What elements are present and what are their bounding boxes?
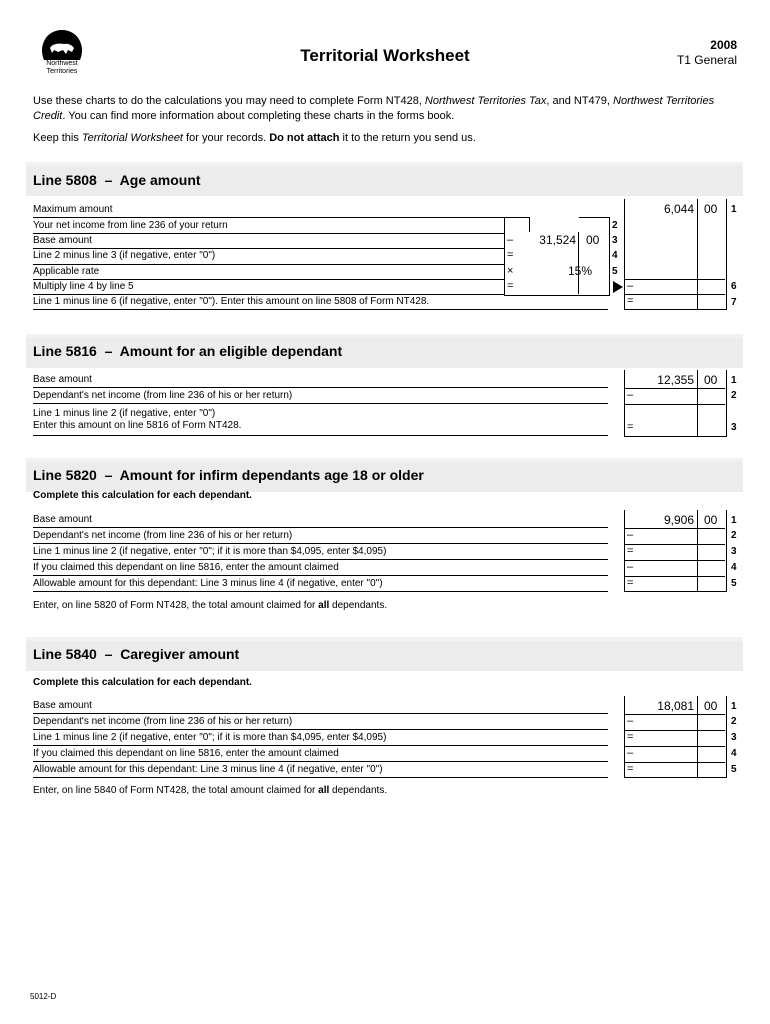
applicable-rate: 15% (567, 264, 592, 278)
equals-sign: = (627, 295, 634, 307)
line-number: 3 (612, 235, 618, 246)
row-5820-1 (33, 512, 608, 528)
section-dash: – (104, 343, 113, 359)
intro-text: . You can find more information about completing these charts in the forms book. (62, 110, 455, 122)
line-number: 3 (731, 732, 737, 743)
section-note (33, 600, 387, 611)
intro-text-italic: Northwest Territories Tax (424, 95, 547, 107)
section-dash: – (104, 467, 113, 483)
section-note (33, 785, 387, 796)
line-4-amount-field[interactable] (640, 562, 695, 574)
note-text-bold: all (318, 600, 330, 611)
row-label: Dependant's net income (from line 236 of his or her return) (33, 716, 293, 727)
keep-text: for your records. (183, 132, 270, 144)
equals-sign: = (627, 763, 634, 775)
line-number: 4 (612, 250, 618, 261)
dependant-income-field[interactable] (640, 390, 695, 402)
line-number: 5 (612, 266, 618, 277)
row-5808-7 (33, 294, 608, 309)
row-label: If you claimed this dependant on line 5816, enter the amount claimed (33, 748, 339, 759)
row-label: Dependant's net income (from line 236 of his or her return) (33, 390, 293, 401)
equals-sign: = (507, 249, 514, 261)
keep-text: it to the return you send us. (339, 132, 476, 144)
line-7-amount-field[interactable] (640, 296, 695, 308)
equals-sign: = (627, 421, 634, 433)
line-6-amount-field[interactable] (640, 281, 695, 293)
line-3-amount-field[interactable] (640, 420, 695, 434)
section-number: Line 5808 (33, 172, 97, 188)
minus-sign: – (507, 234, 514, 246)
line-number: 5 (731, 764, 737, 775)
row-label: Base amount (33, 514, 92, 525)
row-5820-2 (33, 528, 608, 544)
line-3-amount-field[interactable] (640, 732, 695, 744)
row-5816-3a: Line 1 minus line 2 (if negative, enter "0") (33, 408, 216, 419)
allowable-amount-field[interactable] (640, 764, 695, 776)
section-heading: Age amount (119, 172, 201, 188)
row-label: Line 1 minus line 2 (if negative, enter "0"; if it is more than $4,095, enter $4,095) (33, 732, 387, 743)
section-subtitle: Complete this calculation for each dependant. (33, 677, 252, 688)
times-sign: × (507, 265, 514, 277)
tax-year: 2008 (710, 38, 737, 52)
note-text: Enter, on line 5840 of Form NT428, the total amount claimed for (33, 785, 319, 796)
section-title-5808 (33, 172, 201, 188)
row-5808-1 (33, 202, 608, 218)
note-text: dependants. (329, 785, 388, 796)
base-amount-dollars: 12,355 (657, 373, 694, 387)
note-text-bold: all (318, 785, 330, 796)
base-amount-cents: 00 (586, 233, 600, 247)
maximum-amount-dollars: 6,044 (663, 202, 694, 216)
row-label: Allowable amount for this dependant: Line 3 minus line 4 (if negative, enter "0") (33, 764, 383, 775)
row-5816-2 (33, 388, 608, 404)
line-number: 2 (731, 716, 737, 727)
row-5820-3 (33, 544, 608, 560)
base-amount-cents: 00 (704, 699, 718, 713)
line-3-amount-field[interactable] (640, 546, 695, 558)
equals-sign: = (627, 577, 634, 589)
base-amount-dollars: 18,081 (657, 699, 694, 713)
section-title-5816 (33, 343, 342, 359)
note-text: dependants. (329, 600, 388, 611)
row-label: Line 2 minus line 3 (if negative, enter "0") (33, 250, 216, 261)
section-number: Line 5820 (33, 467, 97, 483)
keep-text-bold: Do not attach (269, 132, 340, 144)
dependant-income-field[interactable] (640, 716, 695, 728)
section-heading: Amount for infirm dependants age 18 or older (119, 467, 424, 483)
base-amount-cents: 00 (704, 513, 718, 527)
row-label: Your net income from line 236 of your return (33, 220, 228, 231)
line-number: 3 (731, 422, 737, 433)
equals-sign: = (627, 545, 634, 557)
row-5840-5 (33, 762, 608, 778)
minus-sign: – (627, 389, 634, 401)
line-number: 1 (731, 375, 737, 386)
section-subtitle: Complete this calculation for each dependant. (33, 490, 252, 501)
form-code: 5012-D (30, 992, 57, 1001)
intro-paragraph (33, 94, 733, 124)
note-text: Enter, on line 5820 of Form NT428, the total amount claimed for (33, 600, 319, 611)
row-5840-1 (33, 698, 608, 714)
line-number: 2 (612, 220, 618, 231)
maximum-amount-cents: 00 (704, 202, 718, 216)
section-title-5820 (33, 467, 424, 483)
intro-text: , and NT479, (546, 95, 614, 107)
base-amount-dollars: 9,906 (663, 513, 694, 527)
row-label: Maximum amount (33, 204, 113, 215)
allowable-amount-field[interactable] (640, 578, 695, 590)
row-label: Dependant's net income (from line 236 of his or her return) (33, 530, 293, 541)
form-name: T1 General (676, 53, 737, 67)
row-5816-1 (33, 372, 608, 388)
minus-sign: – (627, 529, 634, 541)
minus-sign: – (627, 561, 634, 573)
line-number: 3 (731, 546, 737, 557)
line-number: 5 (731, 578, 737, 589)
minus-sign: – (627, 747, 634, 759)
minus-sign: – (627, 715, 634, 727)
keep-text-italic: Territorial Worksheet (81, 132, 183, 144)
base-amount-cents: 00 (704, 373, 718, 387)
equals-sign: = (507, 280, 514, 292)
logo-text-line2: Territories (46, 68, 78, 75)
row-5820-5 (33, 576, 608, 592)
line-number: 1 (731, 204, 737, 215)
keep-instruction (33, 132, 476, 144)
line-6-input[interactable] (520, 281, 578, 293)
minus-sign: – (627, 280, 634, 292)
logo-text-line1: Northwest (46, 60, 78, 67)
section-title-5840 (33, 646, 239, 662)
section-dash: – (104, 646, 113, 662)
row-label: Base amount (33, 700, 92, 711)
line-4-amount-field[interactable] (640, 748, 695, 760)
row-5840-2 (33, 714, 608, 730)
row-label: Allowable amount for this dependant: Line 3 minus line 4 (if negative, enter "0") (33, 578, 383, 589)
line-number: 4 (731, 748, 737, 759)
row-label: Line 1 minus line 2 (if negative, enter "0"; if it is more than $4,095, enter $4,095) (33, 546, 387, 557)
page-title: Territorial Worksheet (300, 46, 470, 65)
intro-text-italic: Northwest Territories Credit (33, 95, 715, 122)
equals-sign: = (627, 731, 634, 743)
row-label: Multiply line 4 by line 5 (33, 281, 134, 292)
income-input[interactable] (529, 217, 579, 232)
row-label: Line 1 minus line 6 (if negative, enter "0"). Enter this amount on line 5808 of Form NT428. (33, 296, 430, 307)
intro-text: Use these charts to do the calculations you may need to complete Form NT428, (33, 95, 425, 107)
arrow-right-icon (613, 281, 623, 293)
section-heading: Caregiver amount (120, 646, 240, 662)
row-label: Base amount (33, 235, 92, 246)
row-5808-5 (33, 264, 503, 279)
row-5808-4 (33, 248, 503, 263)
dependant-income-field[interactable] (640, 530, 695, 542)
section-dash: – (104, 172, 113, 188)
row-5808-6 (33, 279, 503, 294)
row-5820-4 (33, 560, 608, 576)
row-label: If you claimed this dependant on line 5816, enter the amount claimed (33, 562, 339, 573)
keep-text: Keep this (33, 132, 82, 144)
row-5816-3b: Enter this amount on line 5816 of Form NT428. (33, 420, 242, 431)
line-number: 2 (731, 390, 737, 401)
row-label: Base amount (33, 374, 92, 385)
row-5840-3 (33, 730, 608, 746)
row-5808-3 (33, 233, 503, 248)
section-number: Line 5840 (33, 646, 97, 662)
line-number: 1 (731, 515, 737, 526)
line-number: 6 (731, 281, 737, 292)
row-label: Applicable rate (33, 266, 100, 277)
line-number: 1 (731, 701, 737, 712)
line-number: 4 (731, 562, 737, 573)
base-amount-dollars: 31,524 (539, 233, 576, 247)
line-number: 2 (731, 530, 737, 541)
line-number: 7 (731, 297, 737, 308)
section-number: Line 5816 (33, 343, 97, 359)
row-5840-4 (33, 746, 608, 762)
section-heading: Amount for an eligible dependant (119, 343, 343, 359)
